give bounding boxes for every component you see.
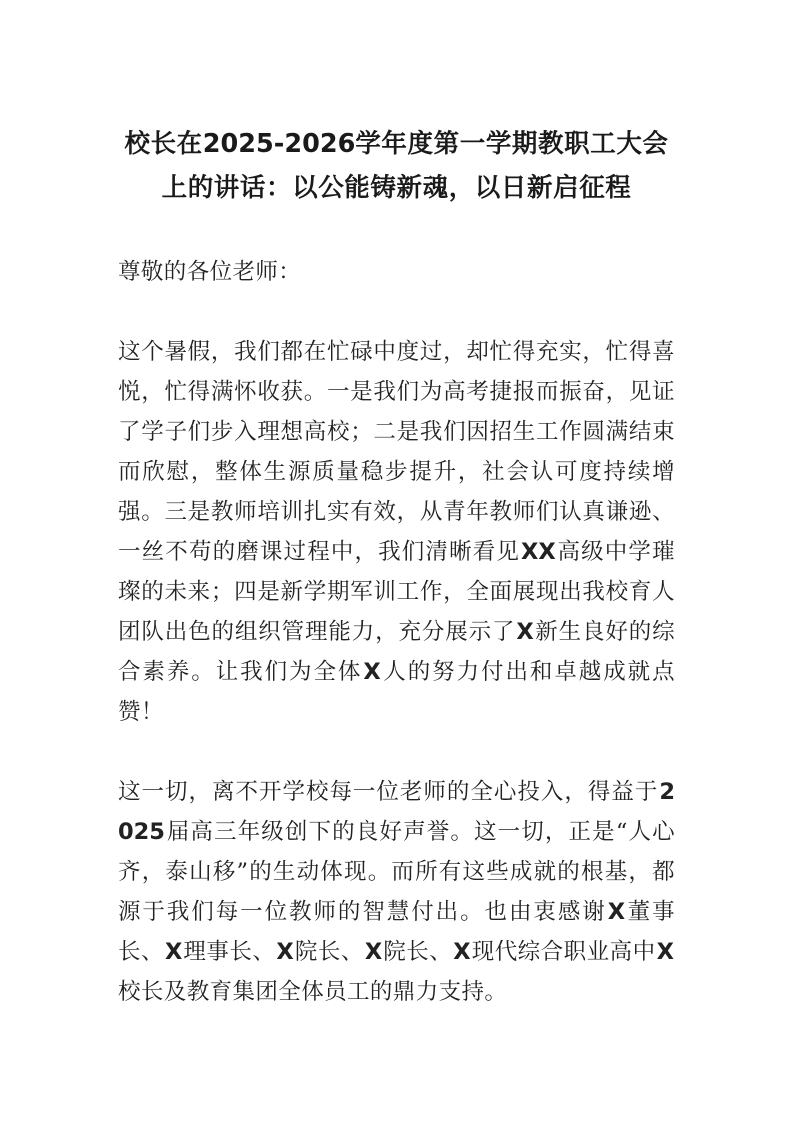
paragraph-1: 这个暑假，我们都在忙碌中度过，却忙得充实，忙得喜悦，忙得满怀收获。一是我们为高考捷报而振奋，见证了学子们步入理想高校；二是我们因招生工作圆满结束而欣慰，整体生源质量稳步提升，社会认可度持续增强。三是教师培训扎实有效，从青年教师们认真谦逊、一丝不苟的磨课过程中，我们清晰看见XX高级中学璀璨的未来；四是新学期军训工作，全面展现出我校育人团队出色的组织管理能力，充分展示了X新生良好的综合素养。让我们为全体X人的努力付出和卓越成就点赞！ [118, 339, 675, 725]
paragraph-2: 这一切，离不开学校每一位老师的全心投入，得益于2025届高三年级创下的良好声誉。这一切，正是“人心齐，泰山移”的生动体现。而所有这些成就的根基，都源于我们每一位教师的智慧付出。也由衷感谢X董事长、X理事长、X院长、X院长、X现代综合职业高中X校长及教育集团全体员工的鼎力支持。 [118, 779, 675, 1005]
emphasis-x: X [276, 939, 294, 965]
salutation: 尊敬的各位老师： [118, 259, 302, 285]
emphasis-xx: XX [521, 539, 556, 565]
emphasis-x: X [164, 939, 183, 965]
emphasis-x: X [516, 619, 534, 645]
emphasis-x: X [364, 939, 383, 965]
emphasis-year-2025: 2025 [118, 779, 675, 845]
document-title [118, 0, 675, 210]
emphasis-x: X [607, 899, 626, 925]
emphasis-x: X [453, 939, 471, 965]
emphasis-x: X [656, 939, 674, 965]
title-emphasis-years: 2025-2026 [202, 129, 356, 159]
document-title-text: 校长在2025-2026学年度第一学期教职工大会上的讲话：以公能铸新魂，以日新启征程 [124, 129, 669, 203]
emphasis-x: X [363, 659, 381, 685]
document-body [118, 252, 675, 1012]
